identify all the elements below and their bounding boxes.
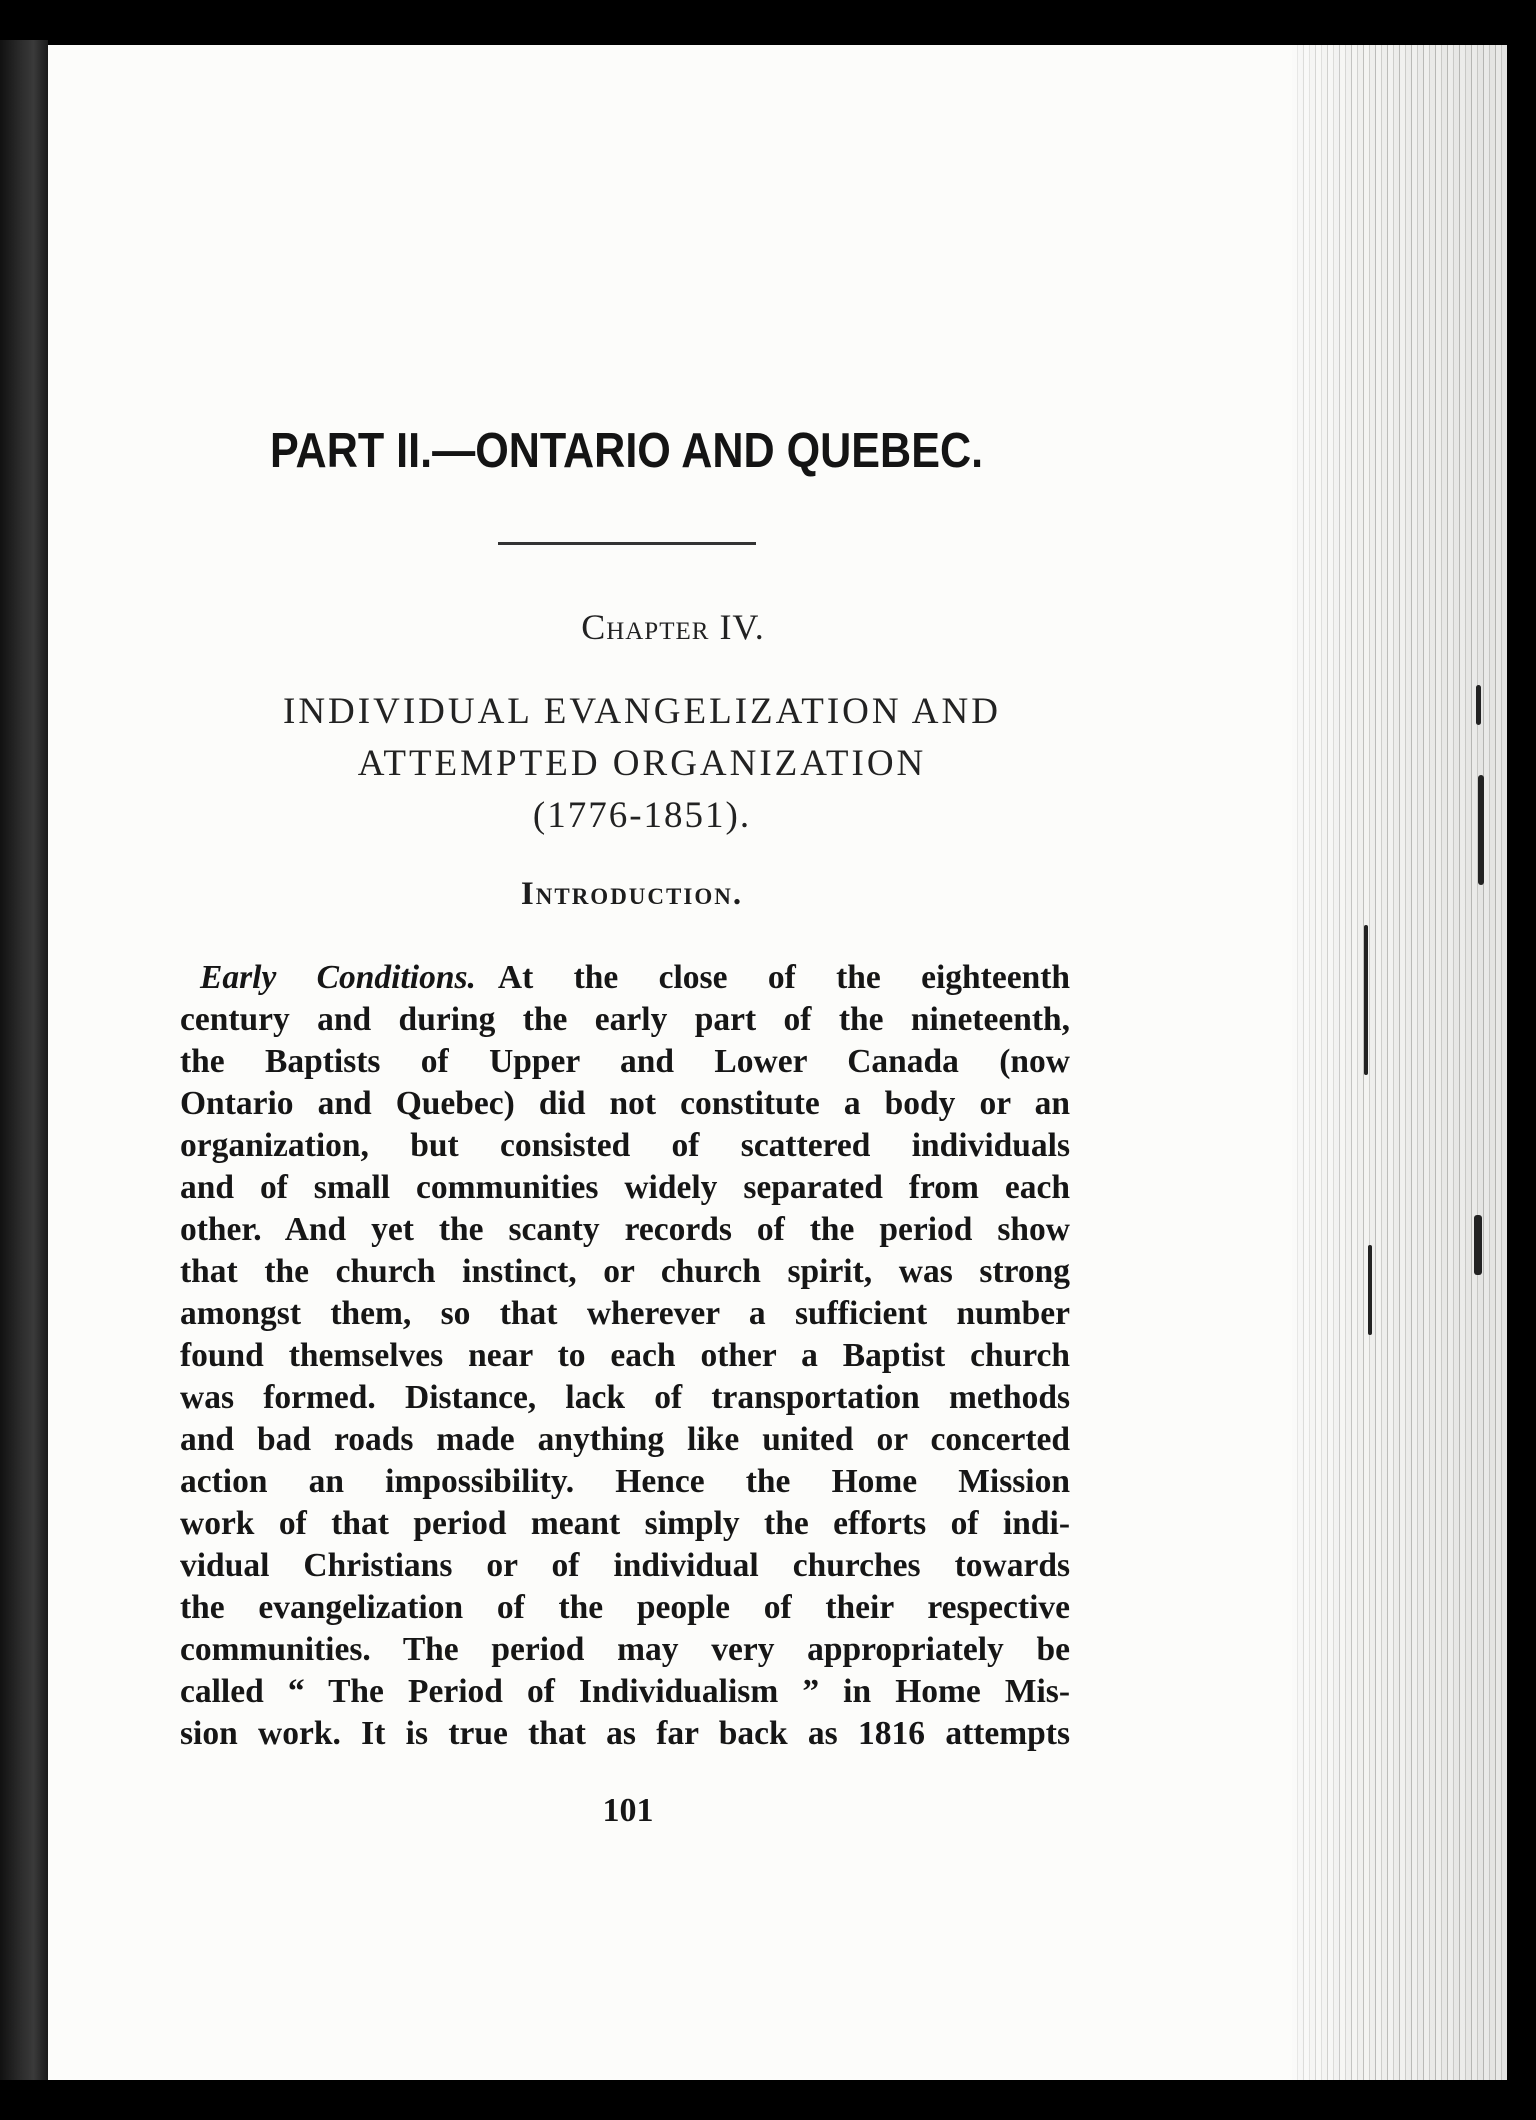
paragraph-line: vidual Christians or of individual churches towards <box>180 1547 1070 1584</box>
paragraph-line: sion work. It is true that as far back as 1816 attempts <box>180 1715 1070 1752</box>
chapter-number: IV. <box>719 607 765 647</box>
paragraph-line: and of small communities widely separated from each <box>180 1169 1070 1206</box>
paragraph-line: action an impossibility. Hence the Home Mission <box>180 1463 1070 1500</box>
chapter-title-line-2: ATTEMPTED ORGANIZATION <box>357 743 927 784</box>
paragraph-line: was formed. Distance, lack of transportation methods <box>180 1379 1070 1416</box>
chapter-prefix: Chapter <box>581 607 710 647</box>
title-divider <box>498 542 756 545</box>
paragraph-line: that the church instinct, or church spirit, was strong <box>180 1253 1070 1290</box>
paragraph-line: communities. The period may very appropriately be <box>180 1631 1070 1668</box>
page-number: 101 <box>602 1792 654 1829</box>
paragraph-line: and bad roads made anything like united or concerted <box>180 1421 1070 1458</box>
paragraph-line: century and during the early part of the nineteenth, <box>180 1001 1070 1038</box>
paragraph-first-line-rest: At the close of the eighteenth <box>497 959 1070 996</box>
paragraph-line: Ontario and Quebec) did not constitute a body or an <box>180 1085 1070 1122</box>
part-title: PART II.—ONTARIO AND QUEBEC. <box>270 424 984 478</box>
chapter-title-dates: (1776-1851). <box>532 795 752 836</box>
chapter-label <box>0 606 1298 648</box>
paragraph-line: found themselves near to each other a Baptist church <box>180 1337 1070 1374</box>
paragraph-line-first <box>200 958 1070 998</box>
paragraph-line: amongst them, so that wherever a sufficient number <box>180 1295 1070 1332</box>
paragraph-line: the Baptists of Upper and Lower Canada (now <box>180 1043 1070 1080</box>
paragraph-line: the evangelization of the people of their respective <box>180 1589 1070 1626</box>
paragraph-line: organization, but consisted of scattered individuals <box>180 1127 1070 1164</box>
paragraph-lead-in: Early Conditions. <box>200 959 476 996</box>
paragraph-line: other. And yet the scanty records of the period show <box>180 1211 1070 1248</box>
paragraph-line: called “ The Period of Individualism ” in Home Mis- <box>180 1673 1070 1710</box>
section-heading: Introduction. <box>520 876 744 912</box>
paragraph-line: work of that period meant simply the efforts of indi- <box>180 1505 1070 1542</box>
chapter-title-line-1: INDIVIDUAL EVANGELIZATION AND <box>283 691 1001 732</box>
